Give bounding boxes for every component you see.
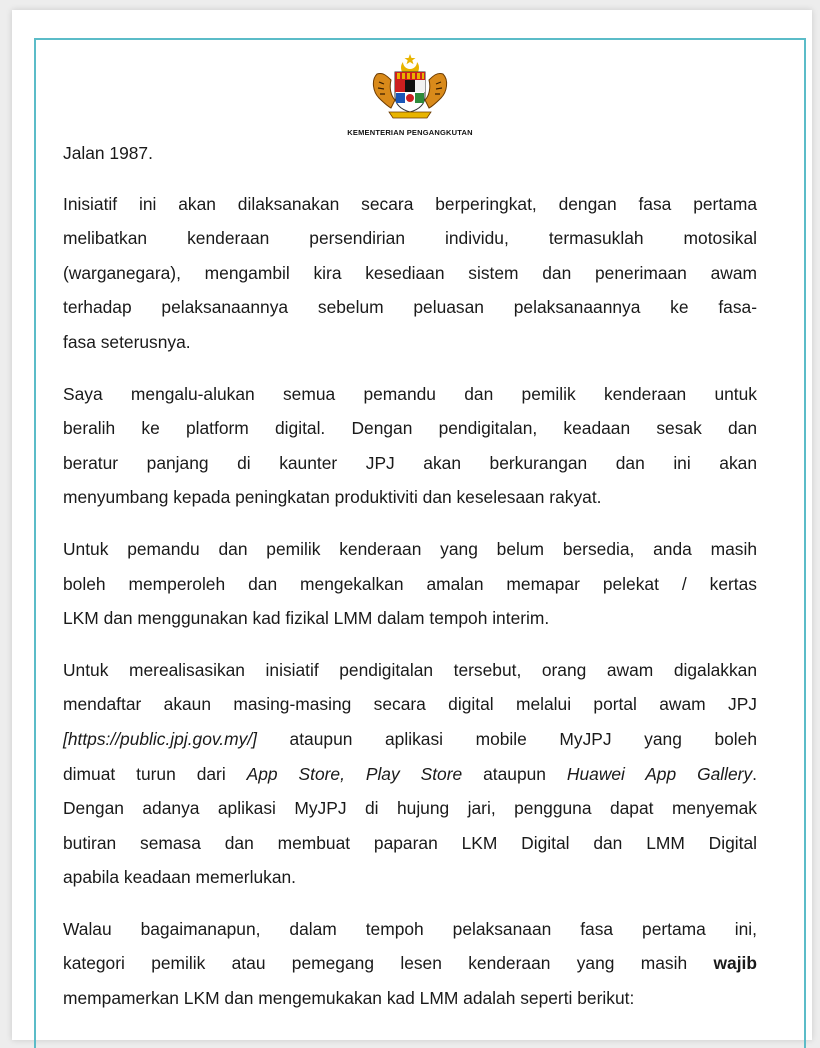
text-line: Untuk pemandu dan pemilik kenderaan yang belum bersedia, anda masih — [63, 538, 757, 559]
text-line: Inisiatif ini akan dilaksanakan secara berperingkat, dengan fasa pertama — [63, 193, 757, 214]
text-line: LKM dan menggunakan kad fizikal LMM dalam tempoh interim. — [63, 608, 550, 629]
text-line: mempamerkan LKM dan mengemukakan kad LMM adalah seperti berikut: — [63, 988, 635, 1009]
paragraph — [63, 532, 757, 636]
text-line — [63, 757, 757, 792]
text-segment: ataupun — [462, 763, 567, 784]
text-line: butiran semasa dan membuat paparan LKM Digital dan LMM Digital — [63, 832, 757, 853]
paragraph — [63, 912, 757, 1016]
text-line: Saya mengalu-alukan semua pemandu dan pemilik kenderaan untuk — [63, 383, 757, 404]
text-line: apabila keadaan memerlukan. — [63, 867, 296, 888]
text-line: Jalan 1987. — [63, 143, 153, 163]
text-line: fasa seterusnya. — [63, 331, 191, 352]
portal-url-link[interactable]: [https://public.jpj.gov.my/] — [63, 728, 257, 749]
malaysia-coat-of-arms-icon — [365, 52, 455, 124]
text-line: Walau bagaimanapun, dalam tempoh pelaksanaan fasa pertama ini, — [63, 918, 757, 939]
text-segment: dimuat turun dari — [63, 763, 247, 784]
paragraph — [63, 377, 757, 515]
text-line: (warganegara), mengambil kira kesediaan sistem dan penerimaan awam — [63, 262, 757, 283]
app-store-names: App Store, Play Store — [246, 763, 463, 784]
text-line: boleh memperoleh dan mengekalkan amalan memapar pelekat / kertas — [63, 573, 757, 594]
text-segment: . — [752, 763, 758, 784]
text-line: Untuk merealisasikan inisiatif pendigitalan tersebut, orang awam digalakkan — [63, 659, 757, 680]
paragraph — [63, 136, 757, 171]
text-line — [63, 722, 757, 757]
text-line: beratur panjang di kaunter JPJ akan berkurangan dan ini akan — [63, 452, 757, 473]
huawei-app-gallery-name: Huawei App Gallery — [566, 763, 753, 784]
paragraph — [63, 187, 757, 360]
text-line: beralih ke platform digital. Dengan pendigitalan, keadaan sesak dan — [63, 418, 757, 439]
emphasis-wajib: wajib — [713, 953, 757, 974]
ministry-name: KEMENTERIAN PENGANGKUTAN — [347, 128, 473, 137]
text-line: menyumbang kepada peningkatan produktiviti dan keselesaan rakyat. — [63, 487, 602, 508]
text-line — [63, 946, 757, 981]
text-line: mendaftar akaun masing-masing secara digital melalui portal awam JPJ — [63, 694, 757, 715]
letter-body — [63, 136, 757, 1033]
text-line: terhadap pelaksanaannya sebelum peluasan pelaksanaannya ke fasa- — [63, 297, 757, 318]
text-segment: ataupun aplikasi mobile MyJPJ yang boleh — [256, 728, 757, 749]
text-line: melibatkan kenderaan persendirian individu, termasuklah motosikal — [63, 228, 757, 249]
paragraph — [63, 653, 757, 895]
text-line: Dengan adanya aplikasi MyJPJ di hujung jari, pengguna dapat menyemak — [63, 798, 757, 819]
text-segment: kategori pemilik atau pemegang lesen kenderaan yang masih — [63, 953, 714, 974]
